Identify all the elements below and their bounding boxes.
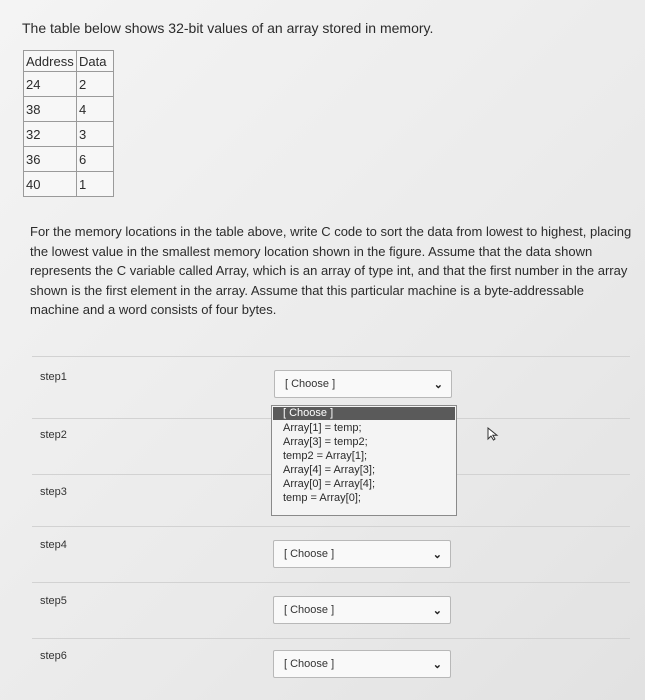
chevron-down-icon: ⌄ (432, 549, 442, 561)
data-cell: 3 (77, 122, 114, 147)
data-cell: 4 (77, 97, 114, 122)
dropdown-option[interactable]: Array[1] = temp; (283, 422, 362, 434)
mouse-cursor-icon (487, 427, 499, 441)
table-row (24, 122, 114, 147)
dropdown-option-selected[interactable]: [ Choose ] (273, 407, 455, 420)
step-label: step3 (40, 486, 67, 498)
memory-table (23, 50, 114, 197)
table-row (24, 72, 114, 97)
select-value: [ Choose ] (284, 658, 335, 670)
step-label: step6 (40, 650, 67, 662)
address-cell: 36 (24, 147, 77, 172)
step-label: step2 (40, 429, 67, 441)
data-cell: 1 (77, 172, 114, 197)
address-header: Address (24, 51, 77, 72)
dropdown-option[interactable]: Array[4] = Array[3]; (283, 464, 376, 476)
table-header-row (24, 51, 114, 72)
select-value: [ Choose ] (284, 548, 335, 560)
table-row (24, 97, 114, 122)
address-cell: 40 (24, 172, 77, 197)
dropdown-option[interactable]: temp2 = Array[1]; (283, 450, 368, 462)
chevron-down-icon: ⌄ (432, 605, 442, 617)
data-cell: 2 (77, 72, 114, 97)
address-cell: 24 (24, 72, 77, 97)
step-label: step1 (40, 371, 67, 383)
dropdown-option[interactable]: temp = Array[0]; (283, 492, 361, 504)
table-row (24, 147, 114, 172)
step2-dropdown-list (271, 405, 457, 516)
address-cell: 32 (24, 122, 77, 147)
step1-select[interactable] (274, 370, 452, 398)
intro-text: The table below shows 32-bit values of an array stored in memory. (22, 20, 434, 36)
data-cell: 6 (77, 147, 114, 172)
step5-select[interactable] (273, 596, 451, 624)
step4-select[interactable] (273, 540, 451, 568)
address-cell: 38 (24, 97, 77, 122)
chevron-down-icon: ⌄ (432, 659, 442, 671)
data-header: Data (77, 51, 114, 72)
dropdown-option[interactable]: Array[3] = temp2; (283, 436, 368, 448)
step6-select[interactable] (273, 650, 451, 678)
select-value: [ Choose ] (285, 378, 336, 390)
chevron-down-icon: ⌄ (433, 379, 443, 391)
select-value: [ Choose ] (284, 604, 335, 616)
step-label: step4 (40, 539, 67, 551)
table-row (24, 172, 114, 197)
step-label: step5 (40, 595, 67, 607)
dropdown-option[interactable]: Array[0] = Array[4]; (283, 478, 376, 490)
question-text: For the memory locations in the table above, write C code to sort the data from lowest to highest, placing the lowest value in the smallest memory location shown in the figure. Assume that the data shown represents the C variable called Array, which is an array of type int, and that the first number in the array shown is the first element in the array. Assume that this particular machine is a byte-addressable machine and a word consists of four bytes. (30, 224, 632, 317)
